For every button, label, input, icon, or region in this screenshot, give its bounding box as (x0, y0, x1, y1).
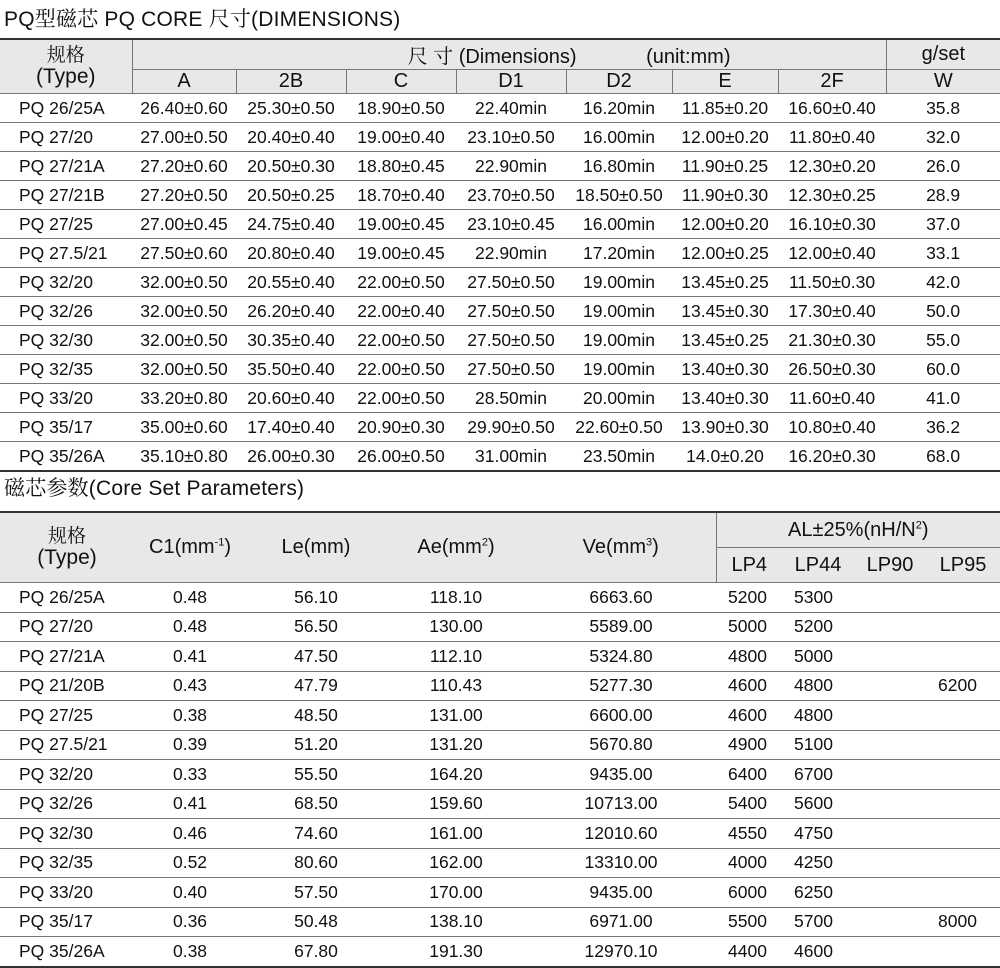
table-cell: 5670.80 (526, 730, 716, 760)
table-cell (854, 701, 926, 731)
table-cell: 6250 (782, 878, 854, 908)
table-cell: 5100 (782, 730, 854, 760)
table-cell: 27.20±0.60 (132, 152, 236, 181)
table-cell: 4900 (716, 730, 782, 760)
table-cell: 27.20±0.50 (132, 181, 236, 210)
table-cell: 4000 (716, 848, 782, 878)
dimensions-table (0, 38, 1000, 472)
table-cell (926, 583, 1000, 613)
al-header: $AL\pm 25\%(nH/N^2)$ (716, 512, 1000, 548)
table-cell: 26.20±0.40 (236, 297, 346, 326)
table-cell: 16.60±0.40 (778, 94, 886, 123)
param-type-header-zh: 规格 (47, 525, 86, 547)
table-cell: 5600 (782, 789, 854, 819)
table-cell: 18.50±0.50 (566, 181, 672, 210)
table-row (0, 789, 1000, 819)
ae-header: $Ae(mm^2)$ (386, 512, 526, 583)
table-cell: 118.10 (386, 583, 526, 613)
row-type-cell: PQ 27.5/21 (0, 239, 132, 268)
table-cell: 12.30±0.25 (778, 181, 886, 210)
table-cell: 4550 (716, 819, 782, 849)
table-cell: 67.80 (246, 937, 386, 967)
table-cell: 35.00±0.60 (132, 413, 236, 442)
table-row (0, 355, 1000, 384)
table-cell: 18.80±0.45 (346, 152, 456, 181)
param-type-header-en: (Type) (37, 545, 97, 569)
row-type-cell: PQ 32/35 (0, 355, 132, 384)
row-type-cell: PQ 26/25A (0, 94, 132, 123)
table-cell: 18.70±0.40 (346, 181, 456, 210)
table-cell: 21.30±0.30 (778, 326, 886, 355)
table-cell (854, 907, 926, 937)
table-cell: 112.10 (386, 642, 526, 672)
table-cell: 4400 (716, 937, 782, 967)
table-cell: 24.75±0.40 (236, 210, 346, 239)
table-cell: 47.79 (246, 671, 386, 701)
table-cell (854, 937, 926, 967)
table-cell: 20.55±0.40 (236, 268, 346, 297)
table-cell: 27.00±0.50 (132, 123, 236, 152)
table-cell: 16.00min (566, 210, 672, 239)
table-cell: 0.48 (134, 612, 246, 642)
table-cell: 5324.80 (526, 642, 716, 672)
table-cell: 22.00±0.50 (346, 268, 456, 297)
table-cell: 13.45±0.25 (672, 268, 778, 297)
table-row (0, 268, 1000, 297)
table-cell (854, 730, 926, 760)
table-cell: 6200 (926, 671, 1000, 701)
table-cell: 16.00min (566, 123, 672, 152)
table-cell: 26.00±0.50 (346, 442, 456, 472)
table-cell: 20.80±0.40 (236, 239, 346, 268)
table-cell: 161.00 (386, 819, 526, 849)
dimensions-title: PQ型磁芯 PQ CORE 尺寸(DIMENSIONS) (4, 8, 401, 31)
table-row (0, 878, 1000, 908)
table-cell: 32.0 (886, 123, 1000, 152)
table-row (0, 701, 1000, 731)
table-cell: 17.40±0.40 (236, 413, 346, 442)
table-cell: 5200 (716, 583, 782, 613)
table-cell: 50.48 (246, 907, 386, 937)
table-cell: 55.0 (886, 326, 1000, 355)
table-cell: 23.50min (566, 442, 672, 472)
table-cell: 17.30±0.40 (778, 297, 886, 326)
table-cell: 0.41 (134, 642, 246, 672)
table-cell (926, 819, 1000, 849)
unit-label: (unit:mm) (646, 46, 731, 68)
row-type-cell: PQ 32/20 (0, 760, 134, 790)
row-type-cell: PQ 27.5/21 (0, 730, 134, 760)
table-cell: 56.50 (246, 612, 386, 642)
table-cell: 32.00±0.50 (132, 326, 236, 355)
table-cell: 6663.60 (526, 583, 716, 613)
table-row (0, 384, 1000, 413)
row-type-cell: PQ 32/26 (0, 297, 132, 326)
table-cell: 11.90±0.30 (672, 181, 778, 210)
table-cell: 191.30 (386, 937, 526, 967)
weight-header: g/set (886, 39, 1000, 70)
col-e: E (672, 70, 778, 94)
material-lp4: LP4 (716, 548, 782, 583)
table-cell: 19.00±0.40 (346, 123, 456, 152)
table-cell: 10713.00 (526, 789, 716, 819)
c1-header: $C1(mm^{-1})$ (134, 512, 246, 583)
col-d2: D2 (566, 70, 672, 94)
table-cell: 0.33 (134, 760, 246, 790)
table-cell: 19.00min (566, 355, 672, 384)
table-cell: 20.50±0.30 (236, 152, 346, 181)
table-cell: 19.00min (566, 297, 672, 326)
table-row (0, 442, 1000, 472)
row-type-cell: PQ 27/21A (0, 642, 134, 672)
table-cell: 4600 (716, 701, 782, 731)
table-cell: 29.90±0.50 (456, 413, 566, 442)
table-cell (926, 701, 1000, 731)
col-a: A (132, 70, 236, 94)
table-cell: 12.00±0.20 (672, 123, 778, 152)
table-cell: 20.90±0.30 (346, 413, 456, 442)
table-cell: 11.85±0.20 (672, 94, 778, 123)
row-type-cell: PQ 27/25 (0, 701, 134, 731)
table-cell: 60.0 (886, 355, 1000, 384)
table-cell: 30.35±0.40 (236, 326, 346, 355)
table-cell: 5000 (782, 642, 854, 672)
table-cell: 5700 (782, 907, 854, 937)
table-cell: 22.00±0.40 (346, 297, 456, 326)
table-cell: 5300 (782, 583, 854, 613)
dimensions-header (132, 39, 886, 70)
table-cell (854, 612, 926, 642)
table-cell: 5277.30 (526, 671, 716, 701)
table-cell: 20.00min (566, 384, 672, 413)
table-cell: 6400 (716, 760, 782, 790)
table-cell: 0.52 (134, 848, 246, 878)
material-lp90: LP90 (854, 548, 926, 583)
material-lp44: LP44 (782, 548, 854, 583)
material-lp95: LP95 (926, 548, 1000, 583)
table-row (0, 819, 1000, 849)
row-type-cell: PQ 26/25A (0, 583, 134, 613)
table-cell: 12.00±0.40 (778, 239, 886, 268)
table-cell: 80.60 (246, 848, 386, 878)
table-cell: 23.70±0.50 (456, 181, 566, 210)
table-cell: 13310.00 (526, 848, 716, 878)
table-cell: 16.10±0.30 (778, 210, 886, 239)
type-header-zh: 规格 (46, 44, 85, 66)
table-cell: 11.90±0.25 (672, 152, 778, 181)
col-c: C (346, 70, 456, 94)
table-cell (926, 642, 1000, 672)
table-cell: 6700 (782, 760, 854, 790)
table-row (0, 848, 1000, 878)
table-cell: 4800 (782, 701, 854, 731)
row-type-cell: PQ 33/20 (0, 878, 134, 908)
table-cell (926, 760, 1000, 790)
table-cell (854, 671, 926, 701)
table-cell: 25.30±0.50 (236, 94, 346, 123)
table-cell: 56.10 (246, 583, 386, 613)
row-type-cell: PQ 35/17 (0, 413, 132, 442)
table-row (0, 152, 1000, 181)
table-row (0, 612, 1000, 642)
table-cell: 0.38 (134, 701, 246, 731)
table-cell: 50.0 (886, 297, 1000, 326)
table-cell: 22.00±0.50 (346, 355, 456, 384)
table-cell: 17.20min (566, 239, 672, 268)
table-cell: 55.50 (246, 760, 386, 790)
table-cell: 41.0 (886, 384, 1000, 413)
table-cell: 37.0 (886, 210, 1000, 239)
table-cell: 32.00±0.50 (132, 297, 236, 326)
table-row (0, 297, 1000, 326)
row-type-cell: PQ 32/30 (0, 819, 134, 849)
table-cell: 57.50 (246, 878, 386, 908)
table-cell: 22.00±0.50 (346, 326, 456, 355)
table-cell: 130.00 (386, 612, 526, 642)
table-cell: 28.9 (886, 181, 1000, 210)
table-cell: 22.00±0.50 (346, 384, 456, 413)
table-cell: 12970.10 (526, 937, 716, 967)
table-cell: 0.38 (134, 937, 246, 967)
table-cell: 0.43 (134, 671, 246, 701)
row-type-cell: PQ 27/20 (0, 123, 132, 152)
table-cell: 19.00±0.45 (346, 239, 456, 268)
table-cell: 4600 (782, 937, 854, 967)
dimensions-label: 尺 寸 (Dimensions) (407, 46, 577, 68)
table-cell (926, 730, 1000, 760)
table-cell: 27.50±0.50 (456, 268, 566, 297)
table-cell: 110.43 (386, 671, 526, 701)
table-cell: 20.40±0.40 (236, 123, 346, 152)
table-cell: 19.00±0.45 (346, 210, 456, 239)
table-cell (926, 789, 1000, 819)
col-w: W (886, 70, 1000, 94)
table-cell: 28.50min (456, 384, 566, 413)
table-cell (854, 760, 926, 790)
table-cell: 27.50±0.50 (456, 297, 566, 326)
table-cell: 4800 (782, 671, 854, 701)
table-cell: 0.46 (134, 819, 246, 849)
table-cell (854, 819, 926, 849)
table-cell: 4250 (782, 848, 854, 878)
table-cell: 14.0±0.20 (672, 442, 778, 472)
table-cell: 0.40 (134, 878, 246, 908)
table-cell: 33.1 (886, 239, 1000, 268)
table-cell: 131.00 (386, 701, 526, 731)
table-cell (926, 937, 1000, 967)
type-header-en: (Type) (35, 64, 96, 88)
table-cell: 164.20 (386, 760, 526, 790)
table-cell: 51.20 (246, 730, 386, 760)
table-cell: 13.40±0.30 (672, 384, 778, 413)
table-cell: 23.10±0.45 (456, 210, 566, 239)
table-cell: 35.8 (886, 94, 1000, 123)
table-row (0, 123, 1000, 152)
table-cell: 10.80±0.40 (778, 413, 886, 442)
table-cell: 27.50±0.50 (456, 326, 566, 355)
table-cell: 22.40min (456, 94, 566, 123)
table-cell: 159.60 (386, 789, 526, 819)
table-cell: 6000 (716, 878, 782, 908)
table-cell: 27.00±0.45 (132, 210, 236, 239)
table-cell (926, 848, 1000, 878)
parameters-table (0, 511, 1000, 968)
table-cell: 22.90min (456, 239, 566, 268)
table-row (0, 94, 1000, 123)
table-cell (854, 789, 926, 819)
table-cell: 4800 (716, 642, 782, 672)
table-cell: 9435.00 (526, 760, 716, 790)
table-cell (854, 642, 926, 672)
table-cell: 5400 (716, 789, 782, 819)
table-cell: 19.00min (566, 268, 672, 297)
col-2f: 2F (778, 70, 886, 94)
table-cell: 27.50±0.60 (132, 239, 236, 268)
table-cell: 20.50±0.25 (236, 181, 346, 210)
row-type-cell: PQ 32/35 (0, 848, 134, 878)
table-cell: 16.20min (566, 94, 672, 123)
table-cell: 13.90±0.30 (672, 413, 778, 442)
table-cell: 35.10±0.80 (132, 442, 236, 472)
table-cell: 0.36 (134, 907, 246, 937)
table-row (0, 671, 1000, 701)
table-cell: 8000 (926, 907, 1000, 937)
table-cell: 5000 (716, 612, 782, 642)
table-cell: 5500 (716, 907, 782, 937)
table-cell: 42.0 (886, 268, 1000, 297)
table-cell: 33.20±0.80 (132, 384, 236, 413)
table-cell: 18.90±0.50 (346, 94, 456, 123)
table-cell: 22.90min (456, 152, 566, 181)
table-cell: 4600 (716, 671, 782, 701)
table-cell: 11.60±0.40 (778, 384, 886, 413)
table-cell (854, 848, 926, 878)
table-cell: 170.00 (386, 878, 526, 908)
row-type-cell: PQ 27/20 (0, 612, 134, 642)
table-row (0, 937, 1000, 967)
table-cell: 16.80min (566, 152, 672, 181)
table-cell (926, 612, 1000, 642)
row-type-cell: PQ 21/20B (0, 671, 134, 701)
table-cell: 13.45±0.30 (672, 297, 778, 326)
table-cell: 36.2 (886, 413, 1000, 442)
table-row (0, 210, 1000, 239)
table-cell: 26.40±0.60 (132, 94, 236, 123)
table-cell: 12.00±0.20 (672, 210, 778, 239)
table-cell: 5200 (782, 612, 854, 642)
table-row (0, 642, 1000, 672)
table-cell: 26.0 (886, 152, 1000, 181)
table-cell: 12.30±0.20 (778, 152, 886, 181)
table-cell: 162.00 (386, 848, 526, 878)
table-cell (854, 583, 926, 613)
table-cell (926, 878, 1000, 908)
table-cell: 32.00±0.50 (132, 355, 236, 384)
table-row (0, 730, 1000, 760)
table-row (0, 413, 1000, 442)
param-type-header (0, 512, 134, 583)
table-row (0, 239, 1000, 268)
table-cell: 19.00min (566, 326, 672, 355)
table-cell: 32.00±0.50 (132, 268, 236, 297)
row-type-cell: PQ 33/20 (0, 384, 132, 413)
table-cell: 0.48 (134, 583, 246, 613)
table-cell: 0.41 (134, 789, 246, 819)
table-cell: 13.40±0.30 (672, 355, 778, 384)
table-row (0, 181, 1000, 210)
table-cell: 12010.60 (526, 819, 716, 849)
table-row (0, 907, 1000, 937)
table-cell: 26.50±0.30 (778, 355, 886, 384)
table-cell: 12.00±0.25 (672, 239, 778, 268)
table-cell: 13.45±0.25 (672, 326, 778, 355)
table-cell (854, 878, 926, 908)
table-cell: 23.10±0.50 (456, 123, 566, 152)
col-2b: 2B (236, 70, 346, 94)
parameters-title: 磁芯参数(Core Set Parameters) (4, 477, 305, 500)
table-cell: 4750 (782, 819, 854, 849)
table-cell: 131.20 (386, 730, 526, 760)
table-cell: 27.50±0.50 (456, 355, 566, 384)
table-cell: 26.00±0.30 (236, 442, 346, 472)
row-type-cell: PQ 35/17 (0, 907, 134, 937)
table-cell: 16.20±0.30 (778, 442, 886, 472)
row-type-cell: PQ 27/21A (0, 152, 132, 181)
table-cell: 11.80±0.40 (778, 123, 886, 152)
row-type-cell: PQ 27/21B (0, 181, 132, 210)
table-cell: 48.50 (246, 701, 386, 731)
table-cell: 47.50 (246, 642, 386, 672)
table-cell: 6971.00 (526, 907, 716, 937)
row-type-cell: PQ 35/26A (0, 937, 134, 967)
row-type-cell: PQ 32/20 (0, 268, 132, 297)
table-cell: 68.0 (886, 442, 1000, 472)
table-row (0, 583, 1000, 613)
table-cell: 0.39 (134, 730, 246, 760)
table-cell: 6600.00 (526, 701, 716, 731)
table-cell: 35.50±0.40 (236, 355, 346, 384)
table-cell: 138.10 (386, 907, 526, 937)
table-cell: 68.50 (246, 789, 386, 819)
table-cell: 74.60 (246, 819, 386, 849)
type-header (0, 39, 132, 94)
table-cell: 11.50±0.30 (778, 268, 886, 297)
row-type-cell: PQ 32/26 (0, 789, 134, 819)
col-d1: D1 (456, 70, 566, 94)
table-row (0, 326, 1000, 355)
row-type-cell: PQ 27/25 (0, 210, 132, 239)
row-type-cell: PQ 35/26A (0, 442, 132, 472)
le-header: Le(mm) (246, 512, 386, 583)
table-cell: 20.60±0.40 (236, 384, 346, 413)
table-cell: 22.60±0.50 (566, 413, 672, 442)
table-cell: 5589.00 (526, 612, 716, 642)
row-type-cell: PQ 32/30 (0, 326, 132, 355)
table-cell: 9435.00 (526, 878, 716, 908)
table-row (0, 760, 1000, 790)
table-cell: 31.00min (456, 442, 566, 472)
ve-header: $Ve(mm^3)$ (526, 512, 716, 583)
